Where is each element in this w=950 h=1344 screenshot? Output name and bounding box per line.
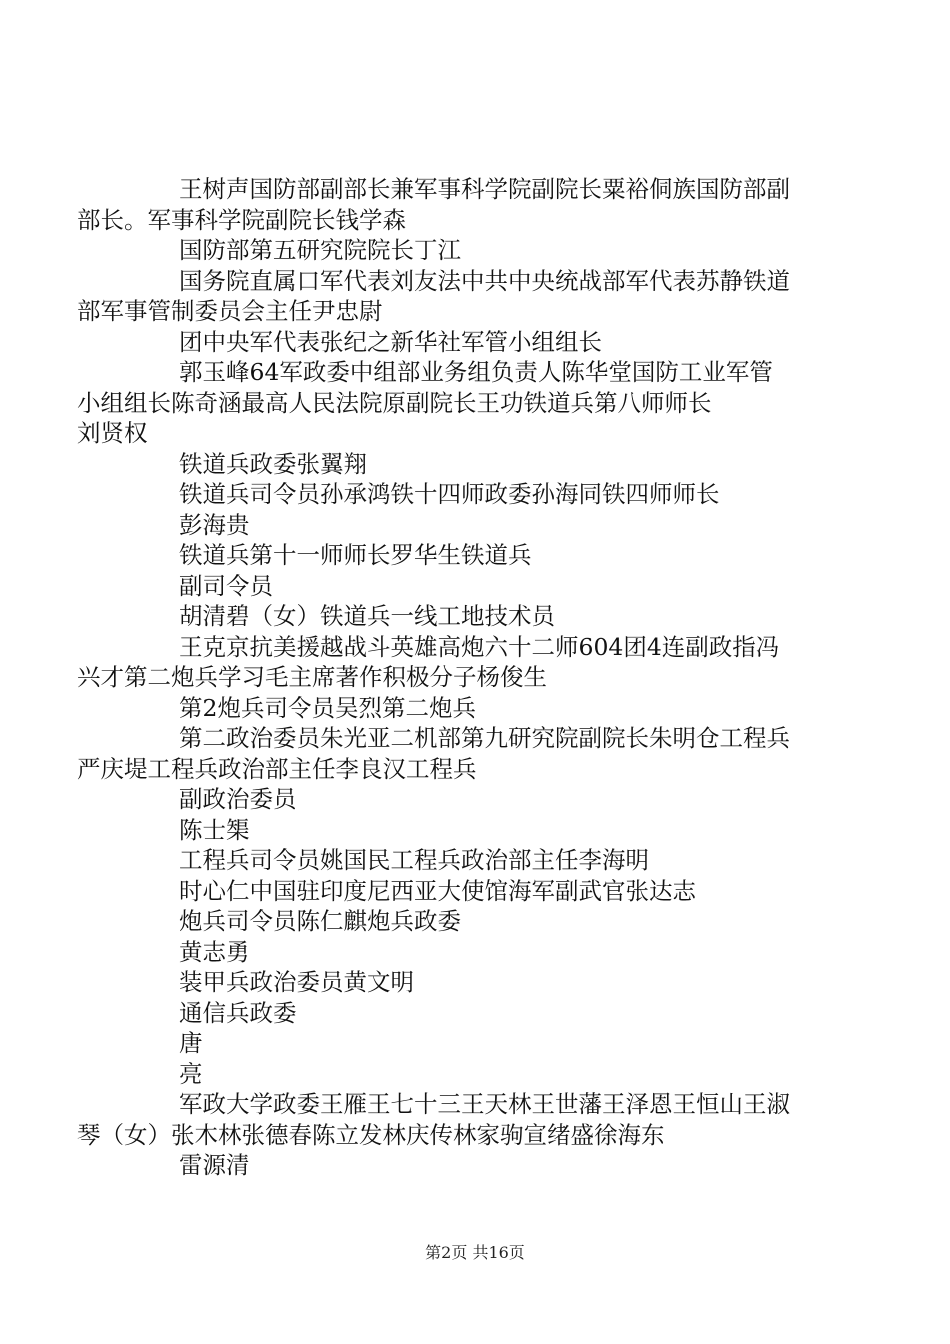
- paragraph: [128, 235, 848, 266]
- paragraph-line: 严庆堤工程兵政治部主任李良汉工程兵: [77, 754, 477, 783]
- paragraph: [128, 815, 848, 846]
- paragraph-line: 时心仁中国驻印度尼西亚大使馆海军副武官张达志: [179, 876, 696, 905]
- paragraph-line: 军政大学政委王雁王七十三王天林王世藩王泽恩王恒山王淑: [179, 1090, 790, 1118]
- paragraph: [128, 1028, 848, 1059]
- paragraph-line: 唐: [179, 1029, 203, 1057]
- paragraph-line: 亮: [179, 1059, 203, 1088]
- paragraph: [128, 1150, 848, 1181]
- paragraph-line: 工程兵司令员姚国民工程兵政治部主任李海明: [179, 846, 649, 874]
- paragraph: [77, 723, 848, 784]
- paragraph-line: 雷源清: [179, 1151, 250, 1179]
- paragraph: [128, 571, 848, 602]
- paragraph-line: 琴（女）张木林张德春陈立发林庆传林家驹宣绪盛徐海东: [77, 1120, 665, 1149]
- paragraph: [77, 174, 848, 235]
- paragraph-line: 彭海贵: [179, 510, 250, 539]
- paragraph: [128, 693, 848, 724]
- paragraph-line: 国防部第五研究院院长丁江: [179, 236, 461, 264]
- paragraph-line: 部军事管制委员会主任尹忠尉: [77, 297, 383, 325]
- paragraph: [77, 357, 848, 449]
- paragraph-line: 兴才第二炮兵学习毛主席著作积极分子杨俊生: [77, 663, 547, 691]
- paragraph-line: 第2炮兵司令员吴烈第二炮兵: [179, 693, 476, 722]
- paragraph-line: 铁道兵第十一师师长罗华生铁道兵: [179, 541, 532, 569]
- paragraph: [128, 327, 848, 358]
- paragraph-line: 部长。军事科学院副院长钱学森: [77, 205, 406, 234]
- paragraph: [128, 479, 848, 510]
- paragraph-line: 刘贤权: [77, 419, 148, 447]
- paragraph: [128, 784, 848, 815]
- paragraph-line: 装甲兵政治委员黄文明: [179, 968, 414, 996]
- paragraph-line: 团中央军代表张纪之新华社军管小组组长: [179, 327, 602, 356]
- paragraph: [128, 937, 848, 968]
- paragraph-line: 炮兵司令员陈仁麒炮兵政委: [179, 907, 461, 935]
- paragraph-line: 铁道兵司令员孙承鸿铁十四师政委孙海同铁四师师长: [179, 480, 720, 508]
- paragraph: [128, 845, 848, 876]
- paragraph: [128, 998, 848, 1029]
- paragraph-line: 王克京抗美援越战斗英雄高炮六十二师604团4连副政指冯: [179, 632, 780, 661]
- paragraph-line: 陈士榘: [179, 815, 250, 844]
- paragraph: [128, 601, 848, 632]
- paragraph: [128, 876, 848, 907]
- page-footer: [0, 1243, 950, 1263]
- page-number-label: 第2页 共16页: [425, 1243, 525, 1262]
- paragraph-line: 王树声国防部副部长兼军事科学院副院长粟裕侗族国防部副: [179, 175, 790, 203]
- paragraph-line: 通信兵政委: [179, 998, 297, 1027]
- paragraph: [128, 510, 848, 541]
- paragraph-line: 副政治委员: [179, 785, 297, 813]
- paragraph-line: 小组组长陈奇涵最高人民法院原副院长王功铁道兵第八师师长: [77, 388, 712, 417]
- paragraph: [77, 1089, 848, 1150]
- paragraph: [77, 266, 848, 327]
- paragraph: [77, 632, 848, 693]
- paragraph-line: 第二政治委员朱光亚二机部第九研究院副院长朱明仓工程兵: [179, 724, 790, 752]
- paragraph: [128, 906, 848, 937]
- paragraph: [128, 1059, 848, 1090]
- paragraph-line: 副司令员: [179, 571, 273, 600]
- paragraph: [128, 540, 848, 571]
- paragraph-line: 黄志勇: [179, 937, 250, 966]
- paragraph: [128, 967, 848, 998]
- document-body: [77, 174, 848, 1181]
- paragraph-line: 郭玉峰64军政委中组部业务组负责人陈华堂国防工业军管: [179, 358, 773, 386]
- paragraph-line: 国务院直属口军代表刘友法中共中央统战部军代表苏静铁道: [179, 266, 790, 295]
- paragraph-line: 铁道兵政委张翼翔: [179, 449, 367, 478]
- paragraph-line: 胡清碧（女）铁道兵一线工地技术员: [179, 602, 555, 630]
- paragraph: [128, 449, 848, 480]
